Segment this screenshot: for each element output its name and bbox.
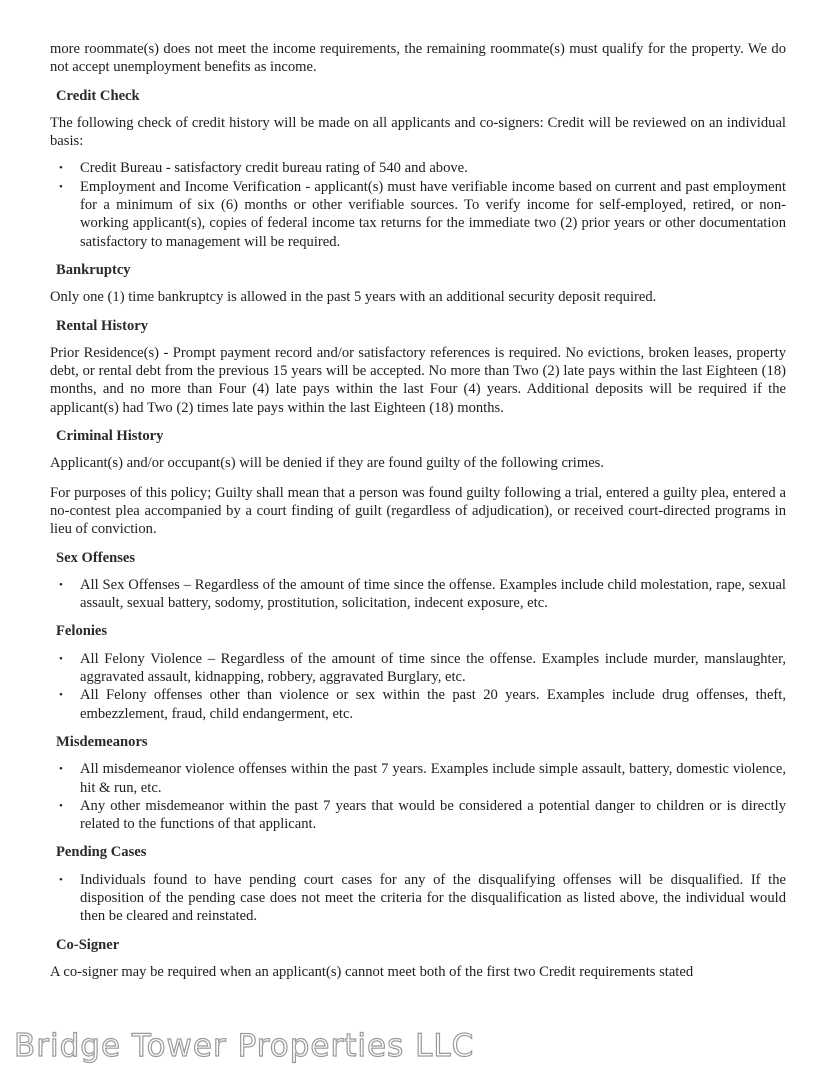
watermark: Bridge Tower Properties LLC — [14, 1028, 475, 1064]
list-item: • All Sex Offenses – Regardless of the amount of time since the offense. Examples include child molestation, rape, sexual assault, sexual battery, sodomy, prostitution, solicitation, indecent exposure, etc. — [50, 576, 786, 613]
sex-offenses-heading: Sex Offenses — [56, 549, 136, 566]
credit-check-list — [50, 159, 786, 250]
criminal-history-text: Applicant(s) and/or occupant(s) will be denied if they are found guilty of the following crimes. — [50, 455, 604, 472]
rental-history-text: Prior Residence(s) - Prompt payment record and/or satisfactory references is required. No evictions, broken leases, property debt, or rental debt from the previous 15 years will be accepted. No more than Two (2) late pays within the last Eighteen (18) months, and no more than Four (4) late pays within the last Four (4) years. Additional deposits will be required if the applicant(s) had Two (2) times late pays within the last Eighteen (18) months. — [50, 344, 786, 416]
guilty-definition-text: For purposes of this policy; Guilty shall mean that a person was found guilty following a trial, entered a guilty plea, entered a no-contest plea accompanied by a court finding of guilt (regardless of adjudication), or received court-directed programs in lieu of conviction. — [50, 484, 786, 538]
bankruptcy-text: Only one (1) time bankruptcy is allowed in the past 5 years with an additional security deposit required. — [50, 289, 657, 306]
misdemeanors-heading: Misdemeanors — [56, 733, 148, 750]
list-item: • Credit Bureau - satisfactory credit bureau rating of 540 and above. — [50, 159, 786, 177]
list-item: • All Felony Violence – Regardless of the amount of time since the offense. Examples include murder, manslaughter, aggravated assault, kidnapping, robbery, aggravated Burglary, etc. — [50, 650, 786, 687]
pending-cases-list — [50, 871, 786, 926]
credit-check-heading: Credit Check — [56, 87, 140, 104]
credit-check-text: The following check of credit history will be made on all applicants and co-signers: Credit will be reviewed on an individual basis: — [50, 114, 786, 150]
document-page — [50, 40, 786, 981]
rental-history-heading: Rental History — [56, 317, 149, 334]
list-item: • Individuals found to have pending court cases for any of the disqualifying offenses will be disqualified. If the disposition of the pending case does not meet the criteria for the disqualification as listed above, the individual would then be cleared and reinstated. — [50, 871, 786, 926]
sex-offenses-list — [50, 576, 786, 613]
list-item: • All misdemeanor violence offenses within the past 7 years. Examples include simple assault, battery, domestic violence, hit & run, etc. — [50, 760, 786, 797]
felonies-list — [50, 650, 786, 723]
misdemeanors-list — [50, 760, 786, 833]
co-signer-text: A co-signer may be required when an applicant(s) cannot meet both of the first two Credit requirements stated — [50, 963, 694, 980]
felonies-heading: Felonies — [56, 623, 108, 640]
list-item: • Employment and Income Verification - applicant(s) must have verifiable income based on current and past employment for a minimum of six (6) months or other verifiable sources. To verify income for self-employed, retired, or non-working applicant(s), copies of federal income tax returns for the immediate two (2) prior years or other documentation satisfactory to management will be required. — [50, 178, 786, 251]
criminal-history-heading: Criminal History — [56, 428, 164, 445]
intro-paragraph: more roommate(s) does not meet the income requirements, the remaining roommate(s) must qualify for the property. We do not accept unemployment benefits as income. — [50, 41, 786, 76]
bankruptcy-heading: Bankruptcy — [56, 261, 131, 278]
co-signer-heading: Co-Signer — [56, 936, 120, 953]
pending-cases-heading: Pending Cases — [56, 844, 147, 861]
list-item: • Any other misdemeanor within the past 7 years that would be considered a potential danger to children or is directly related to the functions of that applicant. — [50, 797, 786, 834]
list-item: • All Felony offenses other than violence or sex within the past 20 years. Examples include drug offenses, theft, embezzlement, fraud, child endangerment, etc. — [50, 686, 786, 723]
